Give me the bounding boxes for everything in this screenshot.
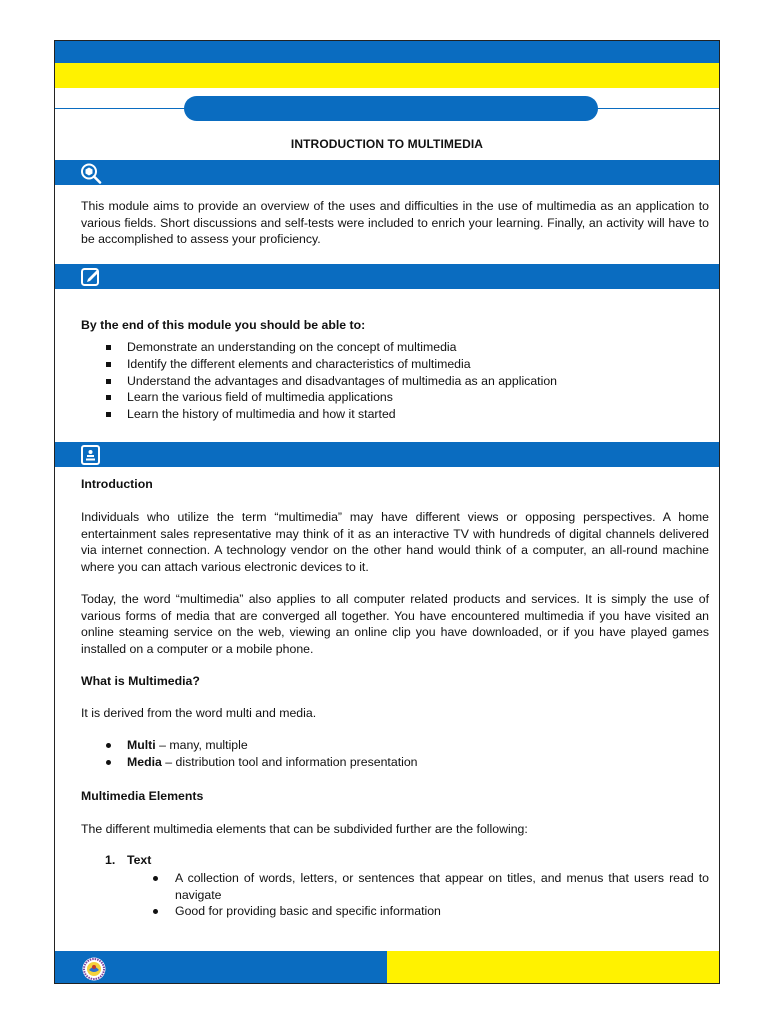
content-band bbox=[55, 442, 719, 467]
header-pill bbox=[184, 96, 598, 121]
header-yellow-bar bbox=[55, 63, 719, 88]
definition-desc: – many, multiple bbox=[155, 738, 248, 752]
definition-term: Multi bbox=[127, 738, 156, 752]
list-item: Identify the different elements and characteristics of multimedia bbox=[81, 356, 709, 373]
introduction-heading: Introduction bbox=[81, 477, 153, 491]
overview-band bbox=[55, 160, 719, 185]
list-item bbox=[81, 737, 709, 754]
objectives-heading: By the end of this module you should be able to: bbox=[81, 318, 366, 332]
objectives-list bbox=[81, 339, 709, 423]
list-item: Learn the history of multimedia and how it started bbox=[81, 406, 709, 423]
what-is-multimedia-heading: What is Multimedia? bbox=[81, 674, 200, 688]
item-number: 1. bbox=[105, 853, 116, 867]
list-item bbox=[81, 754, 709, 771]
edit-icon bbox=[79, 266, 103, 288]
item-label: Text bbox=[127, 853, 152, 867]
university-seal-icon bbox=[82, 957, 106, 981]
definition-list bbox=[81, 737, 709, 771]
list-item: Learn the various field of multimedia applications bbox=[81, 389, 709, 406]
list-item: Understand the advantages and disadvantages of multimedia as an application bbox=[81, 373, 709, 390]
header-blue-bar bbox=[55, 41, 719, 63]
module-page bbox=[54, 40, 720, 984]
definition-desc: – distribution tool and information presentation bbox=[161, 755, 418, 769]
multimedia-elements-heading: Multimedia Elements bbox=[81, 789, 204, 803]
text-element-bullets bbox=[81, 870, 709, 920]
what-is-multimedia-text: It is derived from the word multi and media. bbox=[81, 706, 317, 720]
overview-text: This module aims to provide an overview of the uses and difficulties in the use of multimedia as an application to various fields. Short discussions and self-tests were included to enrich your learning. Finally, an activity will have to be accomplished to assess your proficiency. bbox=[81, 199, 709, 246]
reading-icon bbox=[79, 444, 103, 466]
numbered-item bbox=[81, 853, 151, 867]
introduction-paragraph-2: Today, the word “multimedia” also applies to all computer related products and services. It is simply the use of various forms of media that are converged all together. You have encountered multimedia if you have visited an online steaming service on the web, viewing an online clip you have downloaded, or if you have played games installed on a computer or a mobile phone. bbox=[81, 592, 709, 656]
introduction-paragraph-1: Individuals who utilize the term “multimedia” may have different views or opposing perspectives. A home entertainment sales representative may think of it as an interactive TV with hundreds of digital channels delivered via internet connection. A technology vendor on the other hand would think of a computer, an all-round machine where you can attach various electronic devices to it. bbox=[81, 510, 709, 574]
magnifier-icon bbox=[79, 162, 103, 184]
multimedia-elements-text: The different multimedia elements that can be subdivided further are the following: bbox=[81, 822, 528, 836]
list-item: A collection of words, letters, or sentences that appear on titles, and menus that users read to navigate bbox=[81, 870, 709, 903]
footer-yellow-bar bbox=[387, 951, 720, 984]
page-title: INTRODUCTION TO MULTIMEDIA bbox=[290, 137, 484, 151]
list-item: Demonstrate an understanding on the concept of multimedia bbox=[81, 339, 709, 356]
list-item: Good for providing basic and specific information bbox=[81, 903, 709, 920]
objectives-band bbox=[55, 264, 719, 289]
definition-term: Media bbox=[127, 755, 162, 769]
